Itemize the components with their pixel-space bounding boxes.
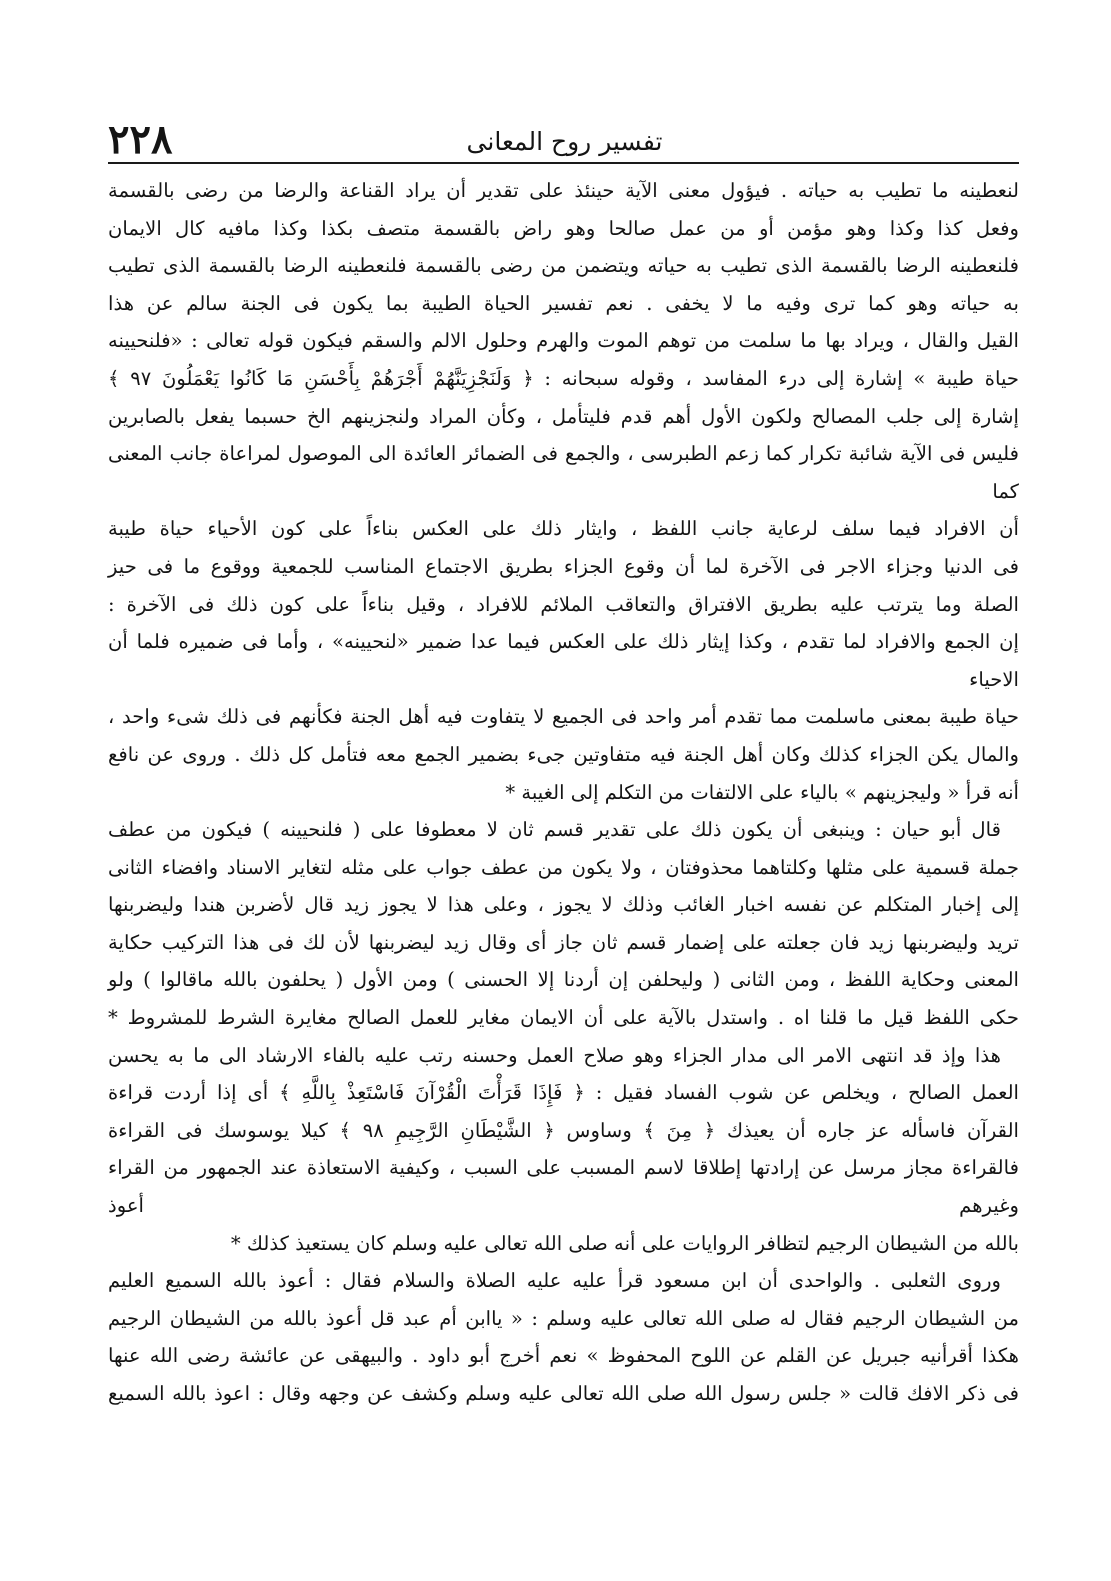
text-line: والمال يكن الجزاء كذلك وكان أهل الجنة فيه متفاوتين جىء بضمير الجمع معه فتأمل كل ذلك . وروى عن نافع (108, 742, 1019, 766)
text-line: بالله من الشيطان الرجيم لتظافر الروايات على أنه صلى الله تعالى عليه وسلم كان يستعيذ كذلك * (230, 1231, 1019, 1255)
text-line: لنعطينه ما تطيب به حياته . فيؤول معنى الآية حينئذ على تقدير أن يراد القناعة والرضا من رضى بالقسمة (108, 179, 1019, 202)
header-rule (108, 162, 1019, 164)
text-line: به حياته وهو كما ترى وفيه ما لا يخفى . نعم تفسير الحياة الطيبة بما يكون فى الجنة سالم عن هذا (108, 291, 1019, 315)
text-line: فلنعطينه الرضا بالقسمة الذى تطيب به حياته ويتضمن من رضى بالقسمة فلنعطينه الرضا بالقسمة الذى تطيب (108, 254, 1019, 278)
text-line: فالقراءة مجاز مرسل عن إرادتها إطلاقا لاسم المسبب على السبب ، وكيفية الاستعاذة عند الجمهور من القراء وغيرهم أعوذ (108, 1156, 1019, 1218)
text-line: القرآن فاسأله عز جاره أن يعيذك ﴿ مِنَ ﴾ وساوس ﴿ الشَّيْطَانِ الرَّجِيمِ ٩٨ ﴾ كيلا يوسوسك فى القراءة (108, 1118, 1019, 1142)
text-line: حياة طيبة » إشارة إلى درء المفاسد ، وقوله سبحانه : ﴿ وَلَنَجْزِيَنَّهُمْ أَجْرَهُمْ بِأَحْسَنِ مَا كَانُوا يَعْمَلُونَ ٩٧ ﴾ (108, 366, 1019, 390)
running-title: تفسير روح المعانى (466, 127, 663, 156)
text-line: إلى إخبار المتكلم عن نفسه اخبار الغائب وذلك لا يجوز ، وعلى هذا لا يجوز زيد قال لأضربن هندا وليضربنها (108, 893, 1019, 917)
text-line: حياة طيبة بمعنى ماسلمت مما تقدم أمر واحد فى الجميع لا يتفاوت فيه أهل الجنة فكأنهم فى ذلك شىء واحد ، (108, 705, 1019, 729)
text-line: هذا وإذ قد انتهى الامر الى مدار الجزاء وهو صلاح العمل وحسنه رتب عليه بالفاء الارشاد الى ما به يحسن (108, 1043, 1001, 1067)
text-line: حكى اللفظ قيل ما قلنا اه . واستدل بالآية على أن الايمان مغاير للعمل الصالح مغايرة الشرط للمشروط * (108, 1006, 1019, 1030)
text-line: فى ذكر الافك قالت « جلس رسول الله صلى الله تعالى عليه وسلم وكشف عن وجهه وقال : اعوذ بالله السميع (108, 1382, 1019, 1405)
text-line: أن الافراد فيما سلف لرعاية جانب اللفظ ، وايثار ذلك على العكس بناءاً على كون الأحياء حياة طيبة (108, 517, 1019, 541)
text-line: قال أبو حيان : وينبغى أن يكون ذلك على تقدير قسم ثان لا معطوفا على ( فلنحيينه ) فيكون من عطف (108, 818, 1001, 842)
text-line: المعنى وحكاية اللفظ ، ومن الثانى ( وليحلفن إن أردنا إلا الحسنى ) ومن الأول ( يحلفون بالله ماقالوا ) ولو (108, 968, 1019, 992)
text-line: وروى الثعلبى . والواحدى أن ابن مسعود قرأ عليه عليه الصلاة والسلام فقال : أعوذ بالله السميع العليم (108, 1269, 1001, 1293)
text-line: العمل الصالح ، ويخلص عن شوب الفساد فقيل : ﴿ فَإِذَا قَرَأْتَ الْقُرْآنَ فَاسْتَعِذْ بِاللَّهِ ﴾ أى إذا أردت قراءة (108, 1081, 1019, 1105)
text-line: فى الدنيا وجزاء الاجر فى الآخرة لما أن وقوع الجزاء بطريق الاجتماع المناسب للجمعية ووقوع ما فى حيز (108, 554, 1019, 578)
text-line: هكذا أقرأنيه جبريل عن القلم عن اللوح المحفوظ » نعم أخرج أبو داود . والبيهقى عن عائشة رضى الله عنها (108, 1344, 1019, 1368)
text-line: أنه قرأ « وليجزينهم » بالياء على الالتفات من التكلم إلى الغيبة * (505, 780, 1019, 804)
text-line: من الشيطان الرجيم فقال له صلى الله تعالى عليه وسلم : « ياابن أم عبد قل أعوذ بالله من الشيطان الرجيم (108, 1306, 1019, 1330)
text-line: جملة قسمية على مثلها وكلتاهما محذوفتان ، ولا يكون من عطف جواب على مثله لتغاير الاسناد وافضاء الثانى (108, 855, 1019, 879)
page-number: ٢٢٨ (108, 116, 173, 163)
body-text (108, 172, 1019, 1413)
text-line: تريد وليضربنها زيد فان جعلته على إضمار قسم ثان جاز أى وقال زيد ليضربنها لأن لك فى هذا التركيب حكاية (108, 930, 1019, 954)
text-line: فليس فى الآية شائبة تكرار كما زعم الطبرسى ، والجمع فى الضمائر العائدة الى الموصول لمراعاة جانب المعنى كما (108, 442, 1019, 503)
text-line: إشارة إلى جلب المصالح ولكون الأول أهم قدم فليتأمل ، وكأن المراد ولنجزينهم الخ حسبما يفعل بالصابرين (108, 404, 1019, 428)
text-line: القيل والقال ، ويراد بها ما سلمت من توهم الموت والهرم وحلول الالم والسقم فيكون قوله تعالى : «فلنحيينه (108, 329, 1019, 353)
text-line: الصلة وما يترتب عليه بطريق الافتراق والتعاقب الملائم للافراد ، وقيل بناءاً على كون ذلك فى الآخرة : (108, 592, 1019, 616)
text-line: إن الجمع والافراد لما تقدم ، وكذا إيثار ذلك على العكس فيما عدا ضمير «لنحيينه» ، وأما فى ضميره فلما أن الاحياء (108, 630, 1019, 691)
text-line: وفعل كذا وكذا وهو مؤمن أو من عمل صالحا وهو راض بالقسمة متصف بكذا وكذا مافيه كال الايمان (108, 216, 1019, 240)
page-header (108, 118, 1021, 166)
